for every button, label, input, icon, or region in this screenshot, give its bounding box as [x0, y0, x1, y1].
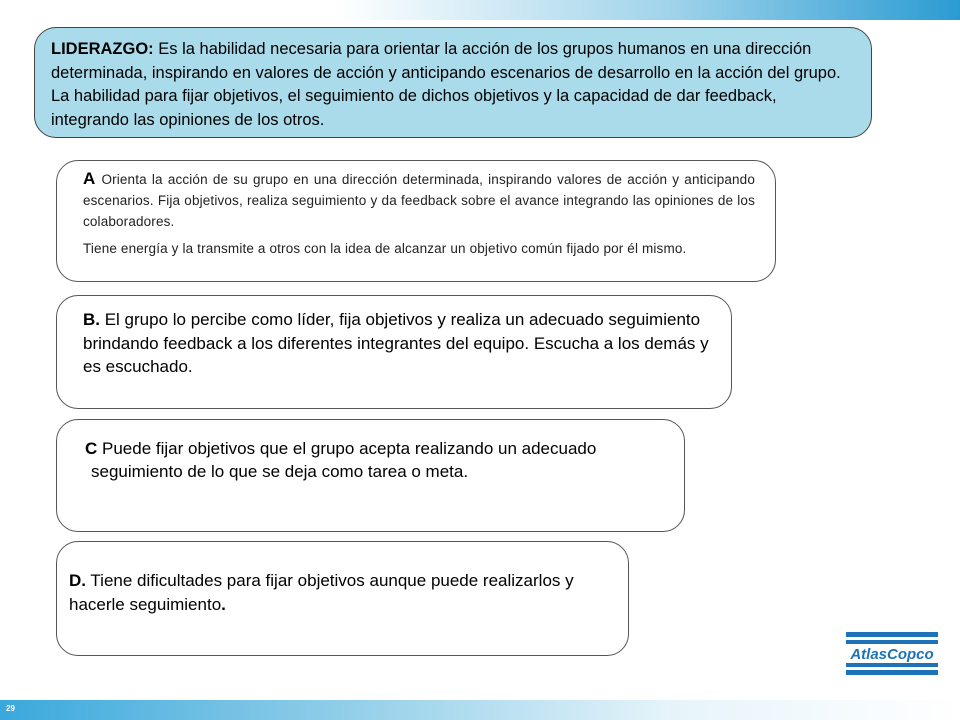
atlas-copco-logo: [846, 632, 938, 676]
level-a-text-2: Tiene energía y la transmite a otros con la idea de alcanzar un objetivo común fijado por él mismo.: [83, 241, 687, 256]
level-d-paragraph: [69, 569, 608, 616]
level-a-box: [56, 160, 776, 282]
page-number: 29: [6, 704, 15, 713]
level-c-text-1: Puede fijar objetivos que el grupo acepta realizando un adecuado: [97, 439, 597, 458]
level-b-text: El grupo lo percibe como líder, fija objetivos y realiza un adecuado seguimiento brindando feedback a los diferentes integrantes del equipo. Escucha a los demás y es escuchado.: [83, 310, 709, 376]
level-c-letter: C: [85, 439, 98, 458]
definition-text: Es la habilidad necesaria para orientar la acción de los grupos humanos en una dirección determinada, inspirando en valores de acción y anticipando escenarios de desarrollo en la acción del grupo. La habilidad para fijar objetivos, el seguimiento de dichos objetivos y la capacidad de dar feedback, integrando las opiniones de los otros.: [51, 40, 841, 129]
definition-box: [34, 27, 872, 138]
top-gradient-band: [0, 0, 960, 20]
level-d-end: .: [221, 594, 226, 614]
level-d-text: Tiene dificultades para fijar objetivos aunque puede realizarlos y hacerle seguimiento: [69, 571, 574, 614]
level-d-letter: D.: [69, 571, 86, 590]
bottom-gradient-band: [0, 700, 960, 720]
level-a-text-1: Orienta la acción de su grupo en una dirección determinada, inspirando valores de acción y anticipando escenarios. Fija objetivos, realiza seguimiento y da feedback sobre el avance integrando las opiniones de los colaboradores.: [83, 172, 755, 229]
level-c-line-2: seguimiento de lo que se deja como tarea o meta.: [91, 462, 469, 481]
level-b-letter: B.: [83, 310, 100, 329]
definition-term: LIDERAZGO:: [51, 40, 154, 58]
level-b-box: [56, 295, 732, 409]
level-d-box: [56, 541, 629, 656]
level-a-paragraph-1: [83, 168, 755, 232]
logo-text: AtlasCopco: [850, 646, 934, 663]
level-a-letter: A: [83, 169, 96, 188]
level-c-line-1: [85, 437, 664, 460]
level-b-paragraph: [83, 308, 711, 379]
level-c-box: [56, 419, 685, 532]
